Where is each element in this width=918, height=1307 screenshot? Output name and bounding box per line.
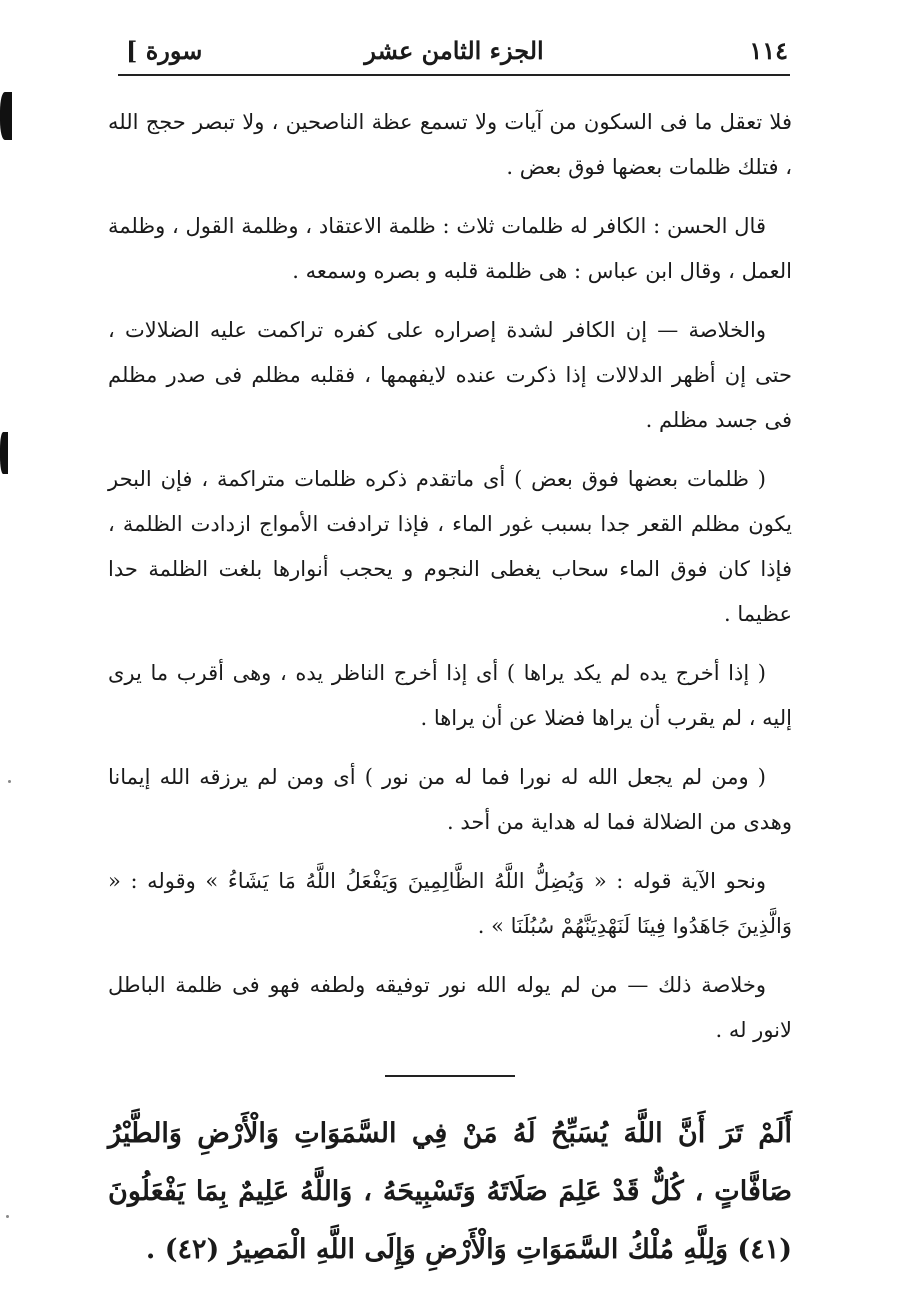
scan-speck — [8, 780, 11, 783]
commentary-paragraph: ( ظلمات بعضها فوق بعض ) أى ماتقدم ذكره ظلمات متراكمة ، فإن البحر يكون مظلم القعر جدا بسبب غور الماء ، فإذا ترادفت الأمواج ازدادت الظلمة ، فإذا كان فوق الماء سحاب يغطى النجوم و يحجب أنوارها بلغت الظلمة حدا عظيما . — [108, 467, 792, 626]
surah-label: [ سورة — [126, 36, 203, 65]
commentary-paragraph: ( إذا أخرج يده لم يكد يراها ) أى إذا أخرج الناظر يده ، وهى أقرب ما يرى إليه ، لم يقرب أن يراها فضلا عن أن يراها . — [108, 661, 792, 730]
header-rule — [118, 74, 790, 76]
page-body — [108, 100, 792, 1279]
quran-verse-block: أَلَمْ تَرَ أَنَّ اللَّهَ يُسَبِّحُ لَهُ مَنْ فِي السَّمَوَاتِ وَالْأَرْضِ وَالطَّيْرُ صَافَّاتٍ ، كُلٌّ قَدْ عَلِمَ صَلَاتَهُ وَتَسْبِيحَهُ ، وَاللَّهُ عَلِيمٌ بِمَا يَفْعَلُونَ (٤١) وَلِلَّهِ مُلْكُ السَّمَوَاتِ وَالْأَرْضِ وَإِلَى اللَّهِ الْمَصِيرُ (٤٢) . — [108, 1118, 793, 1265]
left-margin-scan-mark — [0, 432, 8, 474]
left-margin-scan-mark — [0, 92, 12, 140]
page-number: ١١٤ — [749, 36, 788, 65]
commentary-paragraph: ونحو الآية قوله : « وَيُضِلُّ اللَّهُ الظَّالِمِينَ وَيَفْعَلُ اللَّهُ مَا يَشَاءُ » وقوله : « وَالَّذِينَ جَاهَدُوا فِينَا لَنَهْدِيَنَّهُمْ سُبُلَنَا » . — [108, 869, 792, 938]
commentary-paragraph: ( ومن لم يجعل الله له نورا فما له من نور ) أى ومن لم يرزقه الله إيمانا وهدى من الضلالة فما له هداية من أحد . — [108, 765, 792, 834]
part-title: الجزء الثامن عشر — [364, 36, 544, 65]
commentary-paragraph: والخلاصة — إن الكافر لشدة إصراره على كفره تراكمت عليه الضلالات ، حتى إن أظهر الدلالات إذا ذكرت عنده لايفهمها ، فقلبه مظلم فى صدر مظلم فى جسد مظلم . — [108, 318, 792, 432]
commentary-paragraph: وخلاصة ذلك — من لم يوله الله نور توفيقه ولطفه فهو فى ظلمة الباطل لانور له . — [108, 973, 792, 1042]
page-header — [118, 28, 790, 76]
commentary-paragraph: قال الحسن : الكافر له ظلمات ثلاث : ظلمة الاعتقاد ، وظلمة القول ، وظلمة العمل ، وقال ابن عباس : هى ظلمة قلبه و بصره وسمعه . — [108, 214, 792, 283]
section-separator — [385, 1075, 515, 1077]
scan-speck — [6, 1215, 9, 1218]
commentary-paragraph: فلا تعقل ما فى السكون من آيات ولا تسمع عظة الناصحين ، ولا تبصر حجج الله ، فتلك ظلمات بعضها فوق بعض . — [108, 110, 792, 179]
